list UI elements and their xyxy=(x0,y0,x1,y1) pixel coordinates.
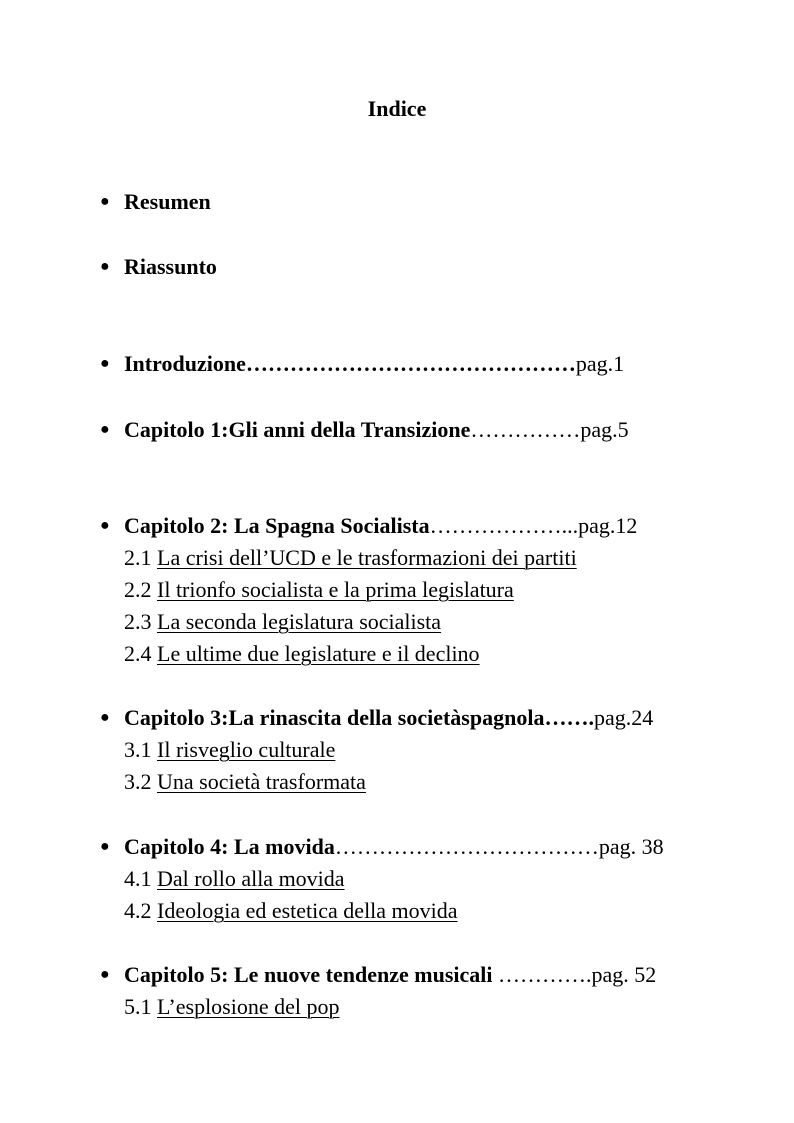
toc-entry-label: Capitolo 2: La Spagna Socialista xyxy=(124,513,430,538)
toc-page-number: pag. 52 xyxy=(591,962,657,987)
subentry-link[interactable]: Il risveglio culturale xyxy=(157,737,336,762)
subentry-number: 2.4 xyxy=(124,641,152,666)
toc-subentry-2-1[interactable] xyxy=(124,544,577,572)
subentry-number: 4.2 xyxy=(124,898,152,923)
toc-subentry-2-4[interactable] xyxy=(124,640,480,668)
toc-entry-label: Capitolo 4: La movida xyxy=(124,834,335,859)
toc-dot-leader: . xyxy=(588,705,594,730)
bullet-icon: ● xyxy=(100,966,110,983)
bullet-icon: ● xyxy=(100,258,110,275)
subentry-number: 2.3 xyxy=(124,609,152,634)
bullet-icon: ● xyxy=(100,421,110,438)
toc-entry-label: Introduzione xyxy=(124,351,246,376)
subentry-link[interactable]: L’esplosione del pop xyxy=(157,994,340,1019)
subentry-link[interactable]: Le ultime due legislature e il declino xyxy=(157,641,480,666)
bullet-icon: ● xyxy=(100,355,110,372)
subentry-number: 5.1 xyxy=(124,994,152,1019)
subentry-number: 4.1 xyxy=(124,866,152,891)
toc-subentry-4-1[interactable] xyxy=(124,865,345,893)
subentry-link[interactable]: Una società trasformata xyxy=(157,769,366,794)
toc-page-number: pag.5 xyxy=(580,417,629,442)
subentry-link[interactable]: Il trionfo socialista e la prima legislatura xyxy=(157,577,514,602)
subentry-link[interactable]: La seconda legislatura socialista xyxy=(157,609,442,634)
subentry-number: 2.1 xyxy=(124,545,152,570)
bullet-icon: ● xyxy=(100,517,110,534)
toc-entry-label: Capitolo 1:Gli anni della Transizione xyxy=(124,417,471,442)
subentry-link[interactable]: Ideologia ed estetica della movida xyxy=(157,898,458,923)
page-title: Indice xyxy=(367,96,427,121)
bullet-icon: ● xyxy=(100,838,110,855)
toc-dot-leader: ……………………………………… xyxy=(245,351,576,376)
subentry-number: 3.1 xyxy=(124,737,152,762)
bullet-icon: ● xyxy=(100,709,110,726)
toc-page-number: pag.24 xyxy=(593,705,654,730)
toc-subentry-2-2[interactable] xyxy=(124,576,514,604)
bullet-icon: ● xyxy=(100,193,110,210)
toc-subentry-2-3[interactable] xyxy=(124,608,441,636)
toc-page-number: pag. 38 xyxy=(598,834,664,859)
toc-subentry-3-2[interactable] xyxy=(124,768,366,796)
toc-entry-label: Riassunto xyxy=(124,254,217,279)
toc-page-number: pag.12 xyxy=(578,513,638,538)
toc-entry-label: Resumen xyxy=(124,189,211,214)
toc-dot-leader: …………. xyxy=(492,962,592,987)
subentry-link[interactable]: Dal rollo alla movida xyxy=(157,866,345,891)
toc-entry-label: Capitolo 5: Le nuove tendenze musicali xyxy=(124,962,493,987)
toc-subentry-5-1[interactable] xyxy=(124,993,340,1021)
toc-subentry-4-2[interactable] xyxy=(124,897,458,925)
subentry-link[interactable]: La crisi dell’UCD e le trasformazioni dei partiti xyxy=(157,545,577,570)
toc-entry-label: Capitolo 3:La rinascita della societàspagnola…… xyxy=(124,705,589,730)
toc-subentry-3-1[interactable] xyxy=(124,736,335,764)
toc-dot-leader: …………… xyxy=(470,417,581,442)
toc-page-number: pag.1 xyxy=(575,351,625,376)
subentry-number: 2.2 xyxy=(124,577,152,602)
toc-dot-leader: ………………... xyxy=(429,513,579,538)
subentry-number: 3.2 xyxy=(124,769,152,794)
toc-dot-leader: ……………………………… xyxy=(334,834,599,859)
